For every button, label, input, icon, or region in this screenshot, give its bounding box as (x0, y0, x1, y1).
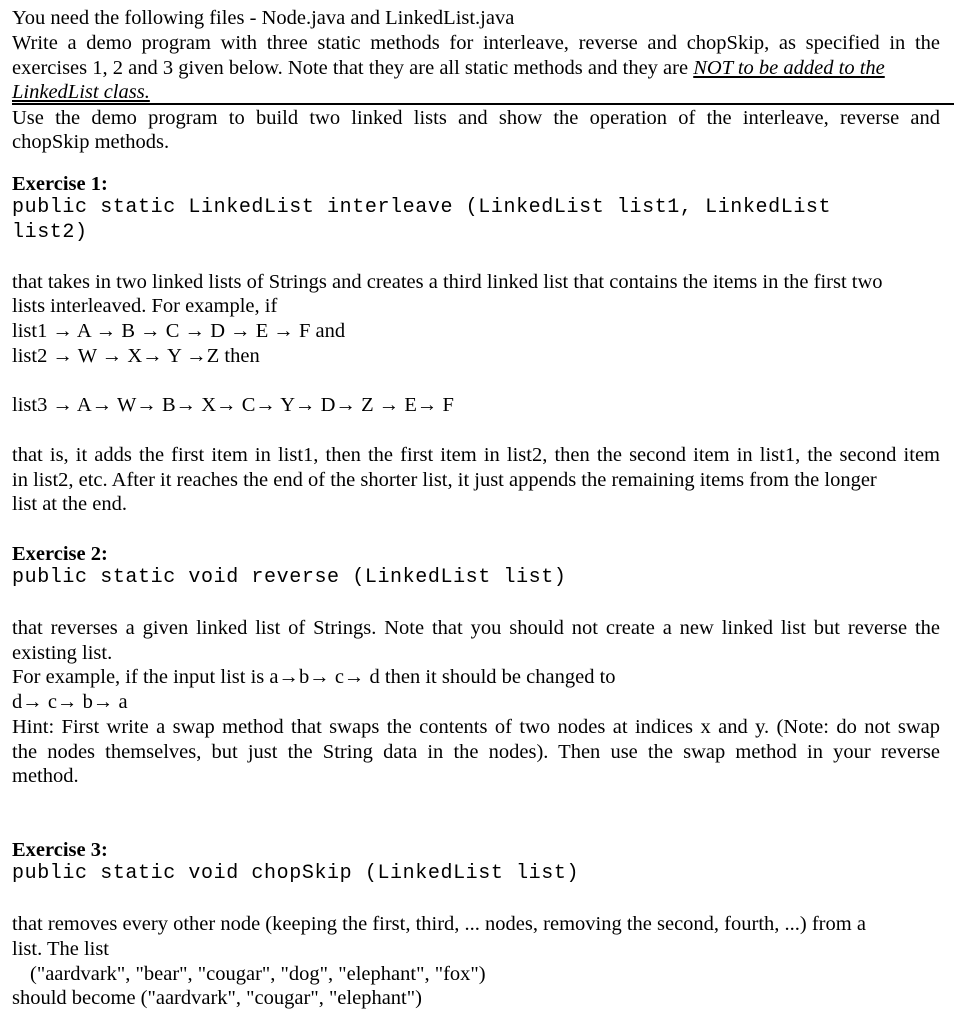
write-line-1: Write a demo program with three static methods for interleave, reverse and chopSkip, as specified in the (12, 32, 940, 54)
exercise-2-signature: public static void reverse (LinkedList list) (12, 566, 567, 589)
section-divider (12, 103, 954, 105)
exercise-2-desc-line-2: existing list. (12, 642, 113, 664)
chopskip-example-input: ("aardvark", "bear", "cougar", "dog", "elephant", "fox") (30, 963, 486, 985)
exercise-3-signature: public static void chopSkip (LinkedList list) (12, 862, 580, 885)
hint-line-1: Hint: First write a swap method that swaps the contents of two nodes at indices x and y. (Note: do not swap (12, 716, 940, 738)
exercise-1-signature-line-2: list2) (12, 221, 88, 244)
exercise-1-signature-line-1: public static LinkedList interleave (LinkedList list1, LinkedList (12, 196, 832, 219)
exercise-1-explain-line-1: that is, it adds the first item in list1, then the first item in list2, then the second item in list1, the second item (12, 444, 940, 466)
exercise-1-desc-line-2: lists interleaved. For example, if (12, 295, 278, 317)
use-line-1: Use the demo program to build two linked lists and show the operation of the interleave, reverse and (12, 107, 940, 129)
exercise-2-heading: Exercise 2: (12, 543, 108, 565)
exercise-2-desc-line-1: that reverses a given linked list of Strings. Note that you should not create a new linked list but reverse the (12, 617, 940, 639)
exercise-3-desc-line-1: that removes every other node (keeping the first, third, ... nodes, removing the second, fourth, ...) from a (12, 913, 866, 935)
linkedlist-class-emphasis: LinkedList class. (12, 81, 150, 103)
chopskip-example-output: should become ("aardvark", "cougar", "elephant") (12, 987, 422, 1009)
write-line-2-plain: exercises 1, 2 and 3 given below. Note that they are all static methods and they are (12, 57, 694, 79)
not-added-emphasis: NOT to be added to the (693, 57, 885, 79)
list3-example: list3 → A→ W→ B→ X→ C→ Y→ D→ Z → E→ F (12, 394, 454, 416)
exercise-3-desc-line-2: list. The list (12, 938, 110, 960)
hint-line-2: the nodes themselves, but just the String data in the nodes). Then use the swap method in your reverse (12, 741, 940, 763)
reverse-example-line-2: d→ c→ b→ a (12, 691, 128, 713)
exercise-1-heading: Exercise 1: (12, 173, 108, 195)
exercise-1-desc-line-1: that takes in two linked lists of Strings and creates a third linked list that contains the items in the first two (12, 271, 883, 293)
files-line: You need the following files - Node.java and LinkedList.java (12, 7, 515, 29)
exercise-1-explain-line-2: in list2, etc. After it reaches the end of the shorter list, it just appends the remaining items from the longer (12, 469, 877, 491)
list1-example: list1 → A → B → C → D → E → F and (12, 320, 346, 342)
exercise-3-heading: Exercise 3: (12, 839, 108, 861)
list2-example: list2 → W → X→ Y →Z then (12, 345, 260, 367)
write-line-3 (12, 80, 150, 104)
hint-line-3: method. (12, 765, 79, 787)
exercise-1-explain-line-3: list at the end. (12, 493, 128, 515)
write-line-2 (12, 56, 885, 80)
reverse-example-line-1: For example, if the input list is a→b→ c→ d then it should be changed to (12, 666, 616, 688)
use-line-2: chopSkip methods. (12, 131, 170, 153)
